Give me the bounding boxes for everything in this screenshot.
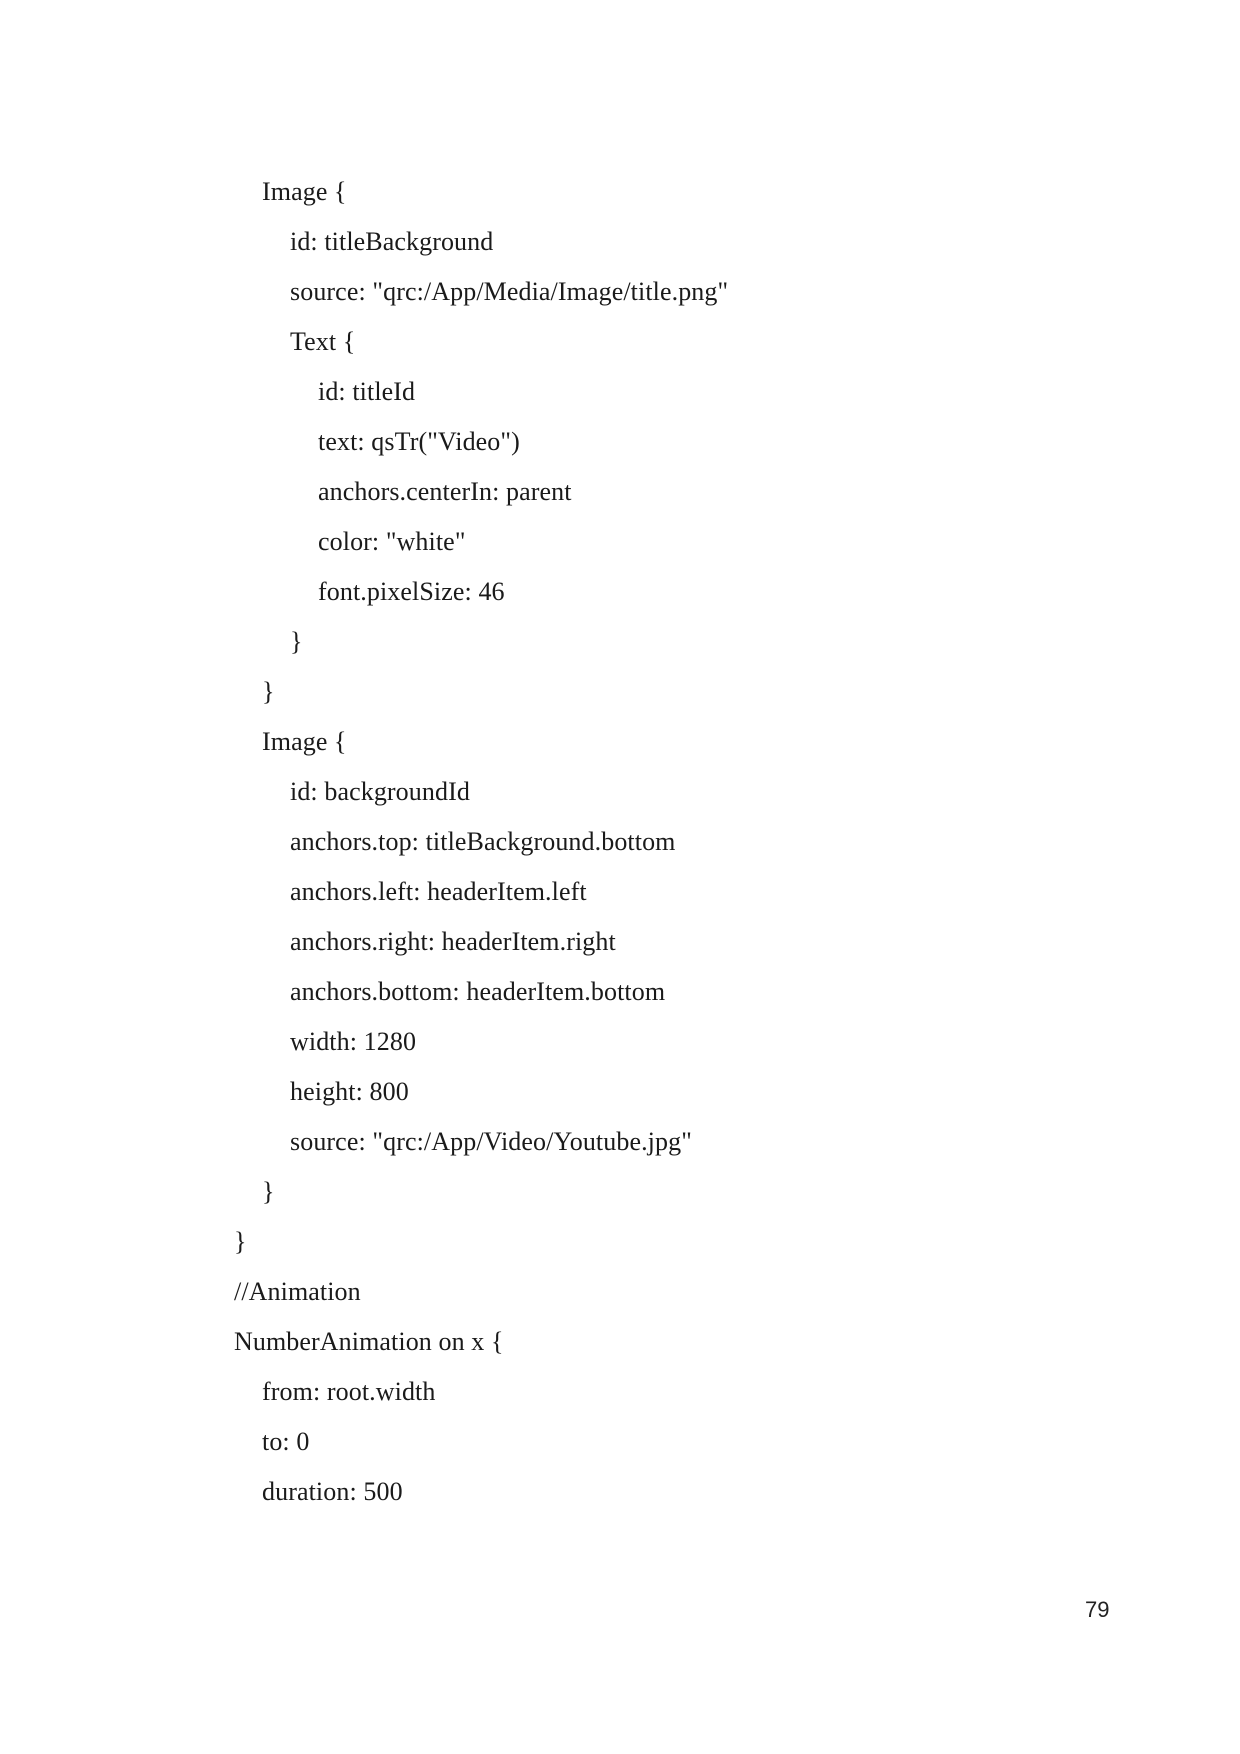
code-line: from: root.width: [262, 1377, 436, 1406]
code-line: }: [262, 677, 275, 706]
code-line: anchors.centerIn: parent: [318, 477, 572, 506]
code-line: font.pixelSize: 46: [318, 577, 505, 606]
code-line: NumberAnimation on x {: [234, 1327, 504, 1356]
code-line: Image {: [262, 177, 347, 206]
code-line: anchors.top: titleBackground.bottom: [290, 827, 676, 856]
code-line: height: 800: [290, 1077, 409, 1106]
code-line: anchors.right: headerItem.right: [290, 927, 616, 956]
code-line: }: [290, 627, 303, 656]
code-line: id: backgroundId: [290, 777, 470, 806]
code-line: }: [234, 1227, 247, 1256]
code-line: }: [262, 1177, 275, 1206]
code-line: //Animation: [234, 1277, 361, 1306]
code-line: to: 0: [262, 1427, 310, 1456]
code-line: text: qsTr("Video"): [318, 427, 520, 456]
code-line: anchors.left: headerItem.left: [290, 877, 587, 906]
code-line: width: 1280: [290, 1027, 417, 1056]
page-number: 79: [1085, 1597, 1110, 1622]
code-line: color: "white": [318, 527, 466, 556]
code-line: source: "qrc:/App/Media/Image/title.png": [290, 277, 729, 306]
code-line: id: titleId: [318, 377, 416, 406]
code-line: anchors.bottom: headerItem.bottom: [290, 977, 666, 1006]
code-line: Image {: [262, 727, 347, 756]
code-line: duration: 500: [262, 1477, 403, 1506]
code-line: id: titleBackground: [290, 227, 494, 256]
code-line: Text {: [290, 327, 356, 356]
code-line: source: "qrc:/App/Video/Youtube.jpg": [290, 1127, 692, 1156]
